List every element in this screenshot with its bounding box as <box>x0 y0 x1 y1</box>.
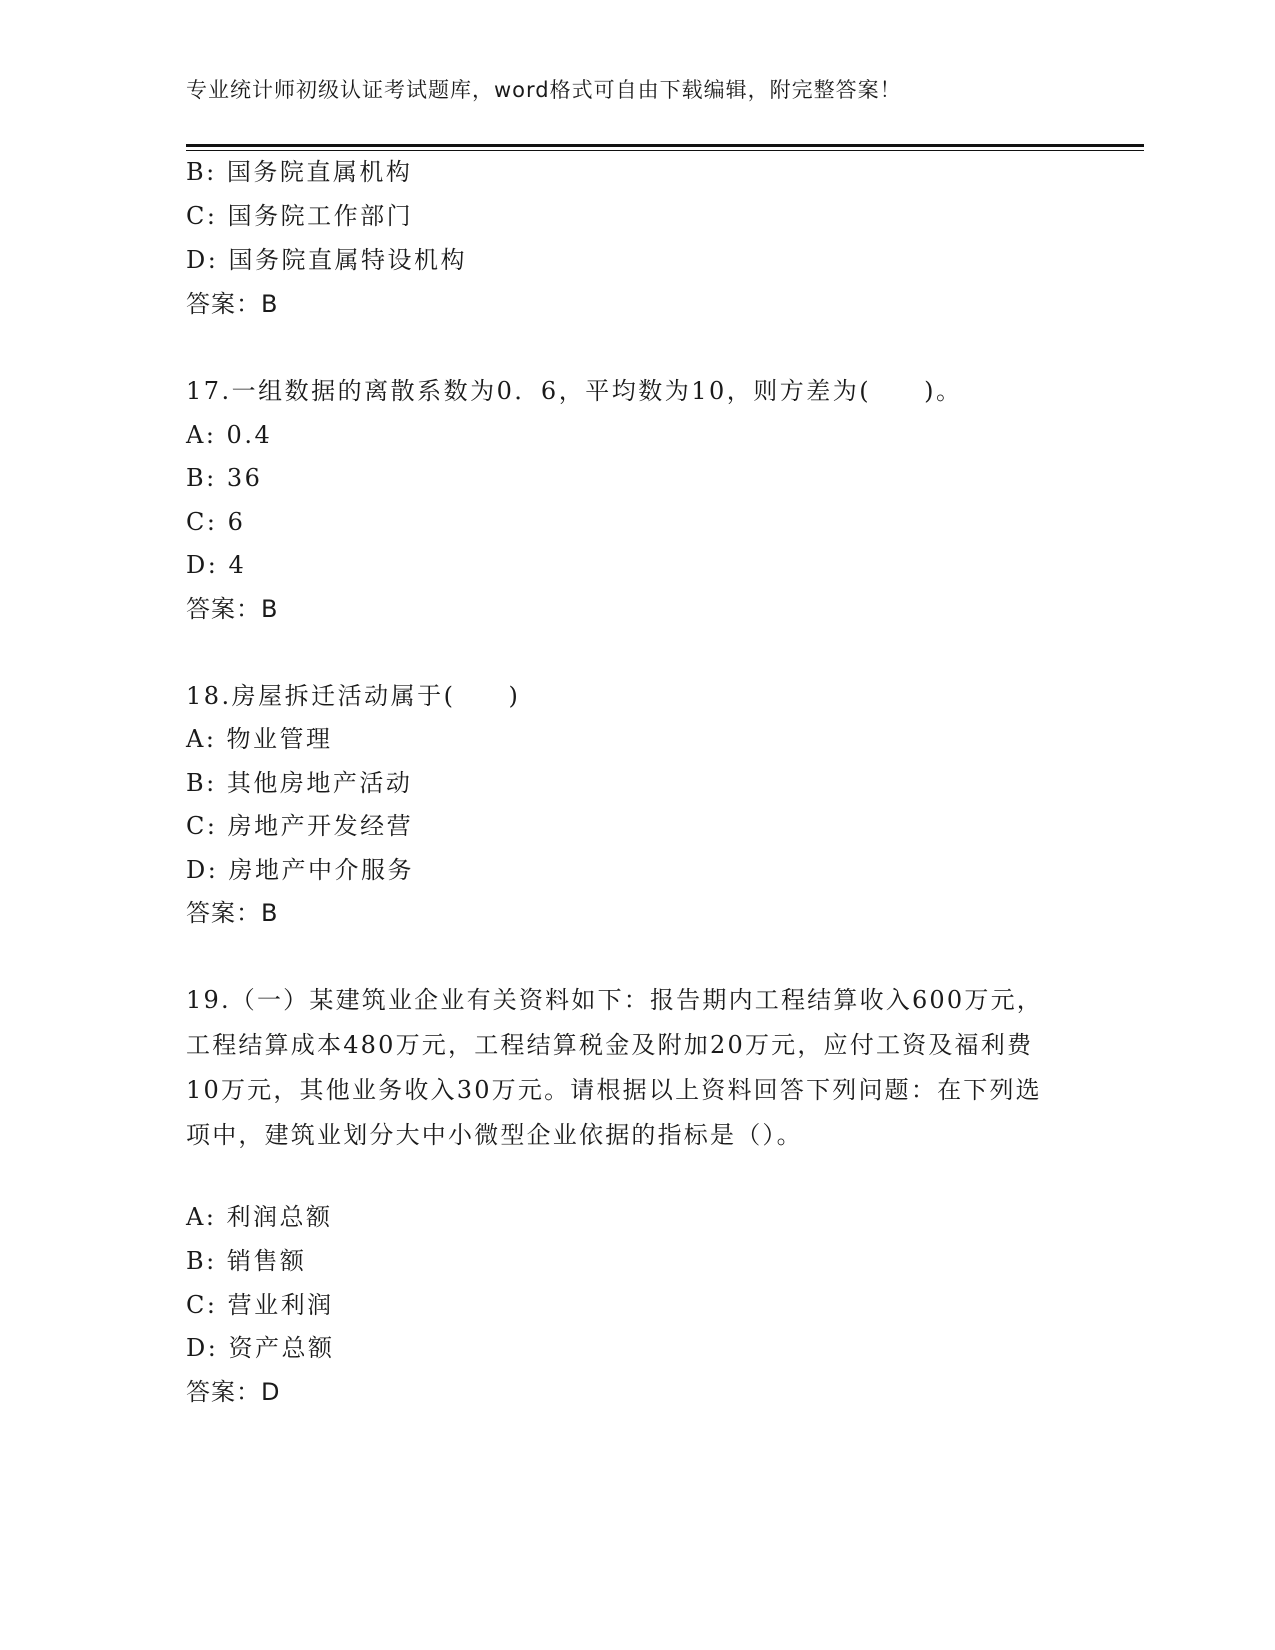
q16-option-b: B: 国务院直属机构 <box>186 158 413 186</box>
q18-option-d: D: 房地产中介服务 <box>186 856 414 884</box>
q19-option-c: C: 营业利润 <box>186 1291 334 1319</box>
q18-answer: 答案：B <box>186 899 279 927</box>
q18-option-c: C: 房地产开发经营 <box>186 812 414 840</box>
q19-answer: 答案：D <box>186 1378 281 1406</box>
page-header: 专业统计师初级认证考试题库，word格式可自由下载编辑，附完整答案！ <box>186 78 902 102</box>
q17-option-c: C: 6 <box>186 508 246 536</box>
q18-option-b: B: 其他房地产活动 <box>186 769 413 797</box>
header-rule-thick <box>186 144 1144 147</box>
q19-option-d: D: 资产总额 <box>186 1334 335 1362</box>
q16-option-c: C: 国务院工作部门 <box>186 202 414 230</box>
q16-answer: 答案：B <box>186 290 279 318</box>
q17-question: 17.一组数据的离散系数为0．6，平均数为10，则方差为( )。 <box>186 377 963 405</box>
q17-option-b: B: 36 <box>186 464 263 492</box>
q19-question: 19.（一）某建筑业企业有关资料如下：报告期内工程结算收入600万元，工程结算成本480万元，工程结算税金及附加20万元，应付工资及福利费10万元，其他业务收入30万元。请根据以上资料回答下列问题：在下列选项中，建筑业划分大中小微型企业依据的指标是（）。 <box>186 986 1043 1149</box>
q17-option-d: D: 4 <box>186 551 247 579</box>
q18-question: 18.房屋拆迁活动属于( ) <box>186 682 521 710</box>
header-rule-thin <box>186 150 1144 151</box>
q19-option-a: A: 利润总额 <box>186 1203 333 1231</box>
q17-option-a: A: 0.4 <box>186 421 273 449</box>
q17-answer: 答案：B <box>186 595 279 623</box>
q16-option-d: D: 国务院直属特设机构 <box>186 246 467 274</box>
q18-option-a: A: 物业管理 <box>186 725 333 753</box>
q19-option-b: B: 销售额 <box>186 1247 307 1275</box>
